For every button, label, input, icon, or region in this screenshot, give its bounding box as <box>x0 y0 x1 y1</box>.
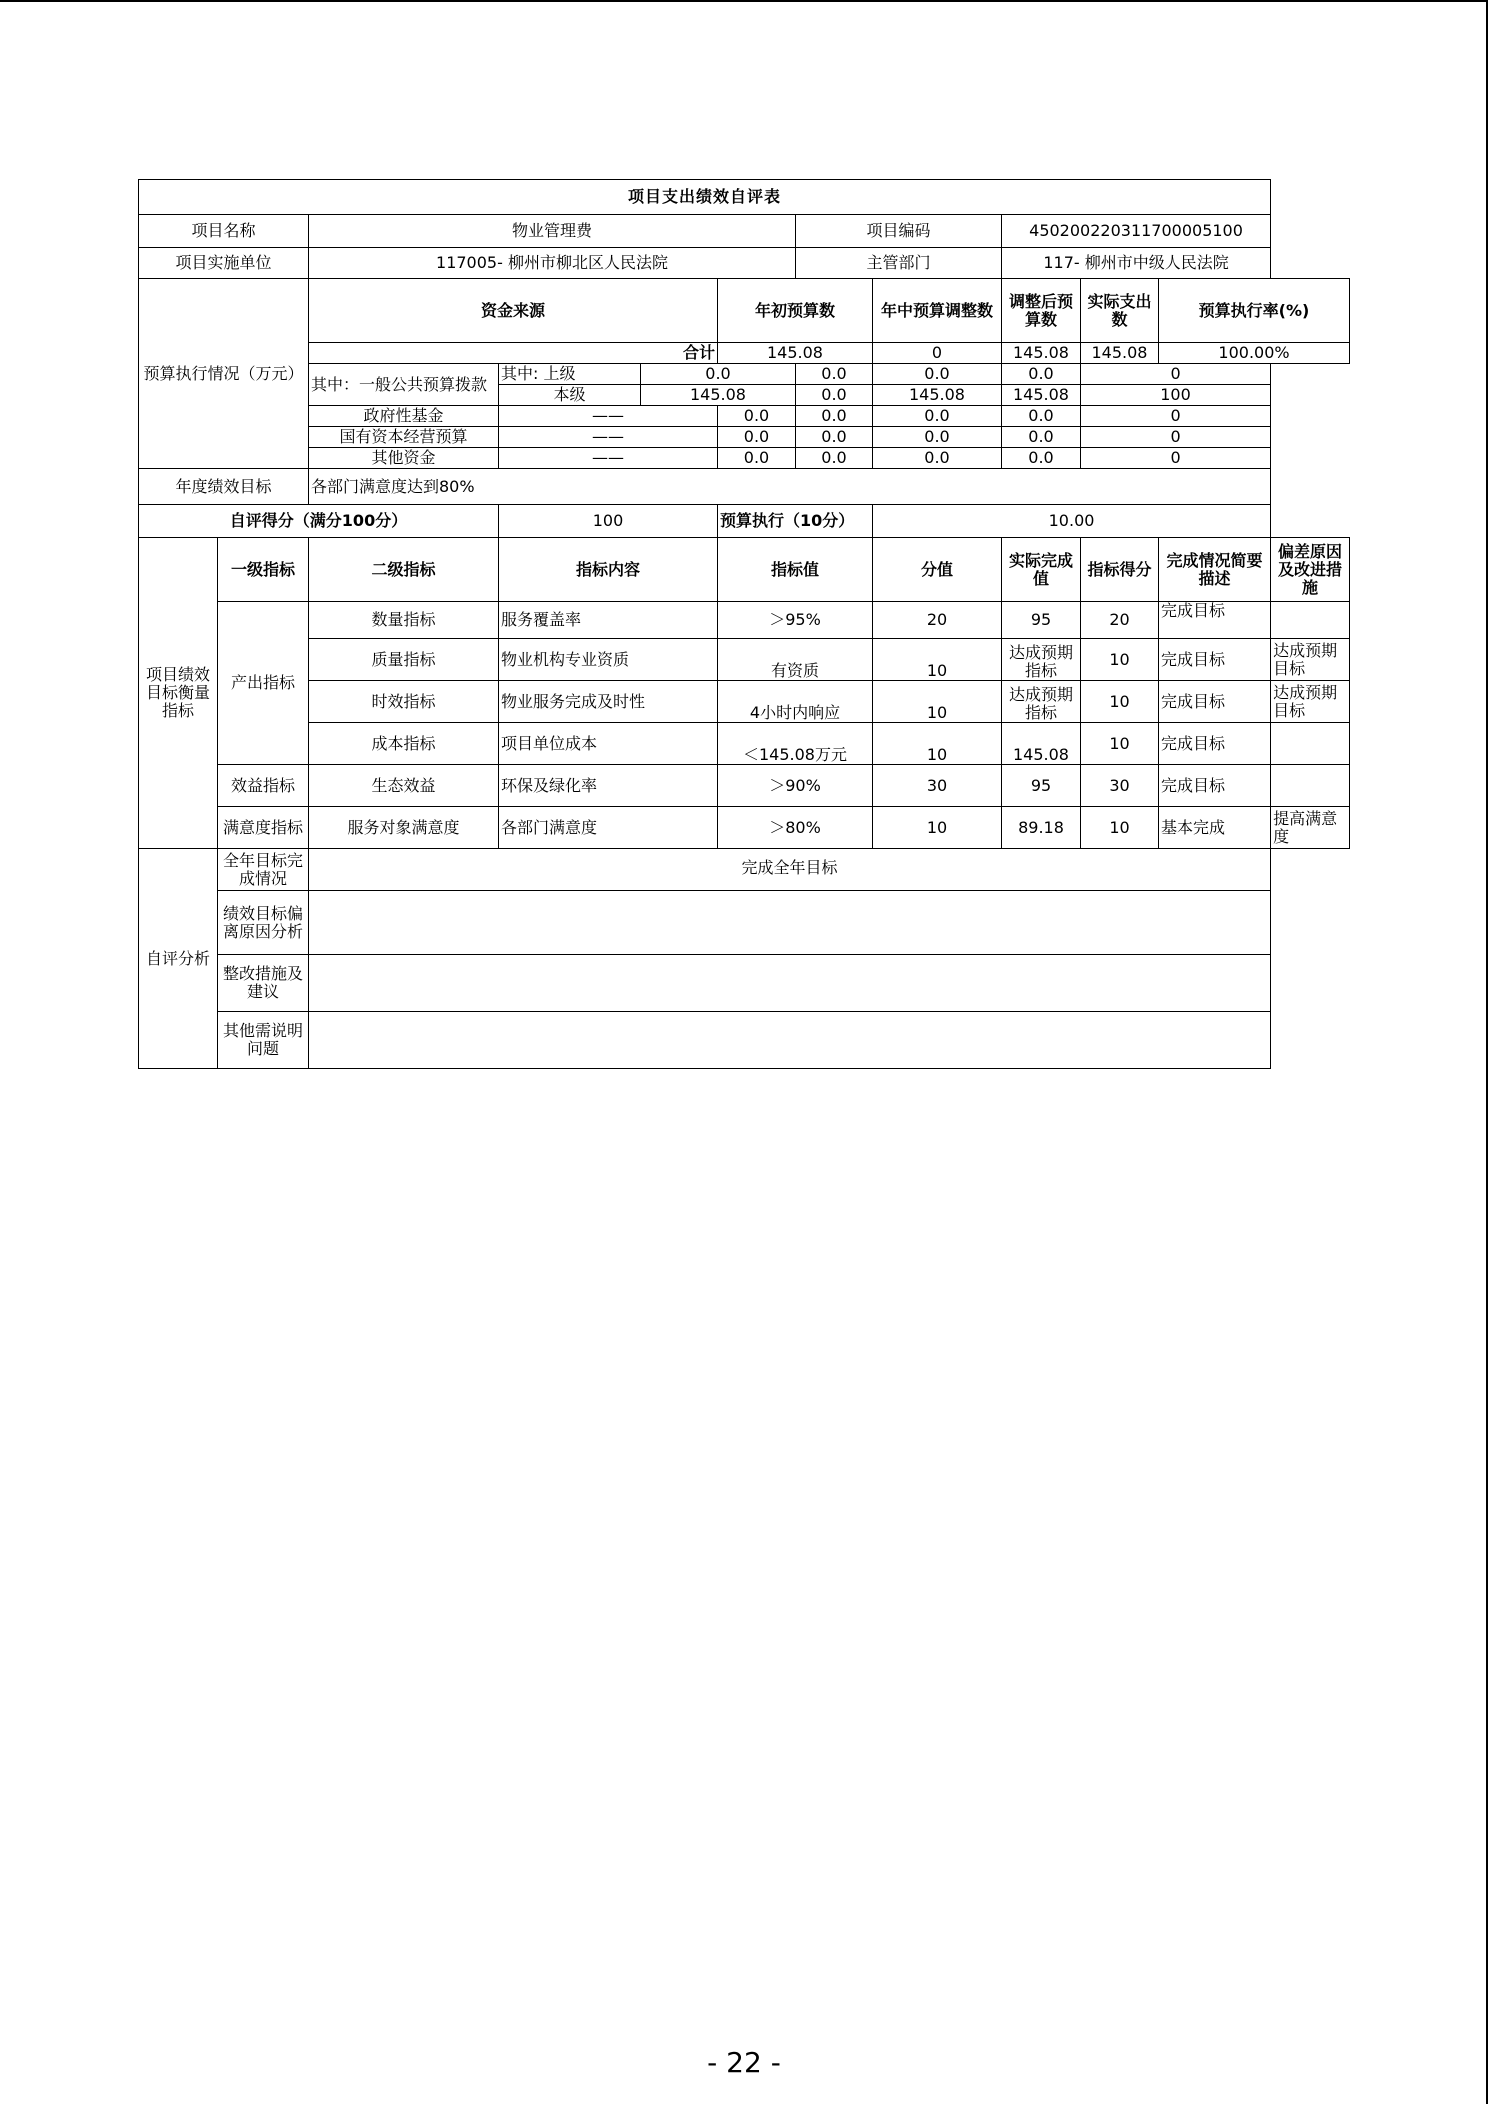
dept-label: 主管部门 <box>796 248 1002 279</box>
budget-adjust: 0 <box>873 343 1002 364</box>
indicator-reason <box>1271 765 1350 807</box>
indicator-row <box>139 723 1350 765</box>
indicator-section-label: 项目绩效目标衡量指标 <box>139 538 218 849</box>
budget-header-row <box>139 279 1350 343</box>
title-row <box>139 180 1350 215</box>
indicator-level2: 服务对象满意度 <box>309 807 499 849</box>
indicator-desc: 完成目标 <box>1159 765 1271 807</box>
self-eval-label: 自评分析 <box>139 849 218 1069</box>
project-name-label: 项目名称 <box>139 215 309 248</box>
indicator-desc: 完成目标 <box>1159 681 1271 723</box>
budget-header-source: 资金来源 <box>309 279 718 343</box>
indicator-score: 10 <box>1081 639 1159 681</box>
indicator-header-level2: 二级指标 <box>309 538 499 602</box>
indicator-actual: 95 <box>1002 765 1081 807</box>
output-indicator-label: 产出指标 <box>218 602 309 765</box>
budget-rate: 0 <box>1081 427 1271 448</box>
budget-row-other <box>139 448 1350 469</box>
indicator-points: 20 <box>873 602 1002 639</box>
budget-actual: 145.08 <box>1081 343 1159 364</box>
budget-adjusted: 145.08 <box>873 385 1002 406</box>
indicator-actual: 达成预期指标 <box>1002 639 1081 681</box>
indicator-points: 10 <box>873 723 1002 765</box>
indicator-level2: 质量指标 <box>309 639 499 681</box>
budget-row-dash: —— <box>499 448 718 469</box>
score-label: 自评得分（满分100分） <box>139 505 499 538</box>
indicator-target: 4小时内响应 <box>718 681 873 723</box>
budget-row-dash: —— <box>499 427 718 448</box>
dept: 117- 柳州市中级人民法院 <box>1002 248 1271 279</box>
self-eval-row <box>139 891 1350 955</box>
indicator-content: 物业机构专业资质 <box>499 639 718 681</box>
indicator-header-row <box>139 538 1350 602</box>
indicator-reason: 提高满意度 <box>1271 807 1350 849</box>
project-code: 450200220311700005100 <box>1002 215 1271 248</box>
annual-goal-row <box>139 469 1350 505</box>
budget-rate: 0 <box>1081 364 1271 385</box>
budget-adjusted: 0.0 <box>873 364 1002 385</box>
indicator-header-actual: 实际完成值 <box>1002 538 1081 602</box>
budget-row-label: 国有资本经营预算 <box>309 427 499 448</box>
budget-actual: 0.0 <box>1002 406 1081 427</box>
project-name: 物业管理费 <box>309 215 796 248</box>
indicator-score: 10 <box>1081 723 1159 765</box>
indicator-row <box>139 681 1350 723</box>
indicator-points: 10 <box>873 807 1002 849</box>
budget-section-label: 预算执行情况（万元） <box>139 279 309 469</box>
indicator-reason <box>1271 602 1350 639</box>
indicator-desc: 基本完成 <box>1159 807 1271 849</box>
budget-adjust: 0.0 <box>796 427 873 448</box>
indicator-score: 10 <box>1081 807 1159 849</box>
budget-header-adjust: 年中预算调整数 <box>873 279 1002 343</box>
budget-initial: 0.0 <box>641 364 796 385</box>
satisfaction-indicator-label: 满意度指标 <box>218 807 309 849</box>
self-eval-item-value: 完成全年目标 <box>309 849 1271 891</box>
budget-row-label: 本级 <box>499 385 641 406</box>
self-eval-row <box>139 1012 1350 1069</box>
budget-header-rate: 预算执行率(%) <box>1159 279 1350 343</box>
indicator-header-desc: 完成情况简要描述 <box>1159 538 1271 602</box>
score-value: 100 <box>499 505 718 538</box>
indicator-score: 20 <box>1081 602 1159 639</box>
budget-initial: 0.0 <box>718 427 796 448</box>
budget-adjusted: 0.0 <box>873 427 1002 448</box>
indicator-desc: 完成目标 <box>1159 639 1271 681</box>
budget-adjust: 0.0 <box>796 364 873 385</box>
self-eval-item-value <box>309 891 1271 955</box>
indicator-points: 30 <box>873 765 1002 807</box>
general-budget-label: 其中：一般公共预算拨款 <box>309 364 499 406</box>
budget-row-label: 其中: 上级 <box>499 364 641 385</box>
budget-rate: 100 <box>1081 385 1271 406</box>
budget-initial: 145.08 <box>718 343 873 364</box>
indicator-content: 服务覆盖率 <box>499 602 718 639</box>
budget-header-adjusted: 调整后预算数 <box>1002 279 1081 343</box>
budget-row-upper <box>139 364 1350 385</box>
budget-header-actual: 实际支出数 <box>1081 279 1159 343</box>
budget-rate: 0 <box>1081 406 1271 427</box>
page-number: - 22 - <box>707 2046 781 2079</box>
indicator-content: 项目单位成本 <box>499 723 718 765</box>
indicator-reason: 达成预期目标 <box>1271 639 1350 681</box>
budget-actual: 145.08 <box>1002 385 1081 406</box>
budget-initial: 0.0 <box>718 406 796 427</box>
budget-actual: 0.0 <box>1002 448 1081 469</box>
budget-adjust: 0.0 <box>796 448 873 469</box>
indicator-score: 30 <box>1081 765 1159 807</box>
budget-row-dash: —— <box>499 406 718 427</box>
indicator-header-points: 分值 <box>873 538 1002 602</box>
indicator-target: ＜145.08万元 <box>718 723 873 765</box>
budget-rate: 100.00% <box>1159 343 1350 364</box>
indicator-actual: 145.08 <box>1002 723 1081 765</box>
impl-unit: 117005- 柳州市柳北区人民法院 <box>309 248 796 279</box>
indicator-target: ＞90% <box>718 765 873 807</box>
budget-adjusted: 0.0 <box>873 448 1002 469</box>
indicator-actual: 89.18 <box>1002 807 1081 849</box>
budget-adjust: 0.0 <box>796 406 873 427</box>
indicator-content: 物业服务完成及时性 <box>499 681 718 723</box>
indicator-row <box>139 602 1350 639</box>
table-title: 项目支出绩效自评表 <box>139 180 1271 215</box>
project-name-row <box>139 215 1350 248</box>
indicator-target: ＞80% <box>718 807 873 849</box>
indicator-row <box>139 765 1350 807</box>
self-eval-row <box>139 849 1350 891</box>
self-eval-item-label: 其他需说明问题 <box>218 1012 309 1069</box>
indicator-header-reason: 偏差原因及改进措施 <box>1271 538 1350 602</box>
budget-row-label: 其他资金 <box>309 448 499 469</box>
self-eval-item-label: 整改措施及建议 <box>218 955 309 1012</box>
budget-initial: 0.0 <box>718 448 796 469</box>
self-eval-item-value <box>309 1012 1271 1069</box>
budget-row-label: 合计 <box>309 343 718 364</box>
indicator-level2: 生态效益 <box>309 765 499 807</box>
budget-row-total <box>139 343 1350 364</box>
budget-adjusted: 145.08 <box>1002 343 1081 364</box>
indicator-reason: 达成预期目标 <box>1271 681 1350 723</box>
budget-exec-label: 预算执行（10分） <box>718 505 873 538</box>
indicator-content: 各部门满意度 <box>499 807 718 849</box>
indicator-row <box>139 807 1350 849</box>
budget-adjusted: 0.0 <box>873 406 1002 427</box>
budget-adjust: 0.0 <box>796 385 873 406</box>
impl-unit-row <box>139 248 1350 279</box>
budget-actual: 0.0 <box>1002 427 1081 448</box>
indicator-points: 10 <box>873 639 1002 681</box>
indicator-row <box>139 639 1350 681</box>
annual-goal-value: 各部门满意度达到80% <box>309 469 1271 505</box>
indicator-desc: 完成目标 <box>1159 723 1271 765</box>
benefit-indicator-label: 效益指标 <box>218 765 309 807</box>
indicator-target: ＞95% <box>718 602 873 639</box>
budget-rate: 0 <box>1081 448 1271 469</box>
indicator-reason <box>1271 723 1350 765</box>
indicator-header-content: 指标内容 <box>499 538 718 602</box>
budget-initial: 145.08 <box>641 385 796 406</box>
indicator-score: 10 <box>1081 681 1159 723</box>
self-eval-item-label: 全年目标完成情况 <box>218 849 309 891</box>
budget-row-label: 政府性基金 <box>309 406 499 427</box>
indicator-header-target: 指标值 <box>718 538 873 602</box>
indicator-points: 10 <box>873 681 1002 723</box>
budget-actual: 0.0 <box>1002 364 1081 385</box>
project-code-label: 项目编码 <box>796 215 1002 248</box>
indicator-actual: 达成预期指标 <box>1002 681 1081 723</box>
budget-row-gov-fund <box>139 406 1350 427</box>
budget-row-state-capital <box>139 427 1350 448</box>
indicator-header-level1: 一级指标 <box>218 538 309 602</box>
indicator-target: 有资质 <box>718 639 873 681</box>
budget-exec-value: 10.00 <box>873 505 1271 538</box>
self-eval-item-label: 绩效目标偏离原因分析 <box>218 891 309 955</box>
indicator-header-score: 指标得分 <box>1081 538 1159 602</box>
budget-header-initial: 年初预算数 <box>718 279 873 343</box>
self-eval-item-value <box>309 955 1271 1012</box>
annual-goal-label: 年度绩效目标 <box>139 469 309 505</box>
indicator-level2: 成本指标 <box>309 723 499 765</box>
indicator-level2: 数量指标 <box>309 602 499 639</box>
indicator-desc: 完成目标 <box>1159 602 1271 639</box>
indicator-level2: 时效指标 <box>309 681 499 723</box>
indicator-content: 环保及绿化率 <box>499 765 718 807</box>
self-eval-row <box>139 955 1350 1012</box>
score-row <box>139 505 1350 538</box>
page-border-top <box>0 0 1488 2</box>
indicator-actual: 95 <box>1002 602 1081 639</box>
impl-unit-label: 项目实施单位 <box>139 248 309 279</box>
performance-table <box>138 179 1350 1069</box>
